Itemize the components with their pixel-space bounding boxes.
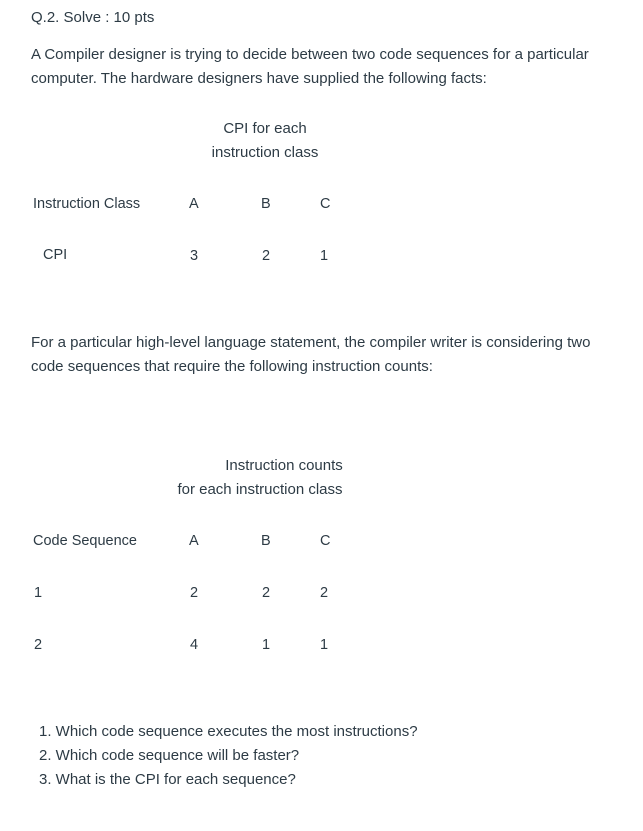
count-header-line-1: Instruction counts bbox=[225, 457, 343, 474]
second-paragraph bbox=[31, 331, 631, 379]
count-class-b: B bbox=[261, 533, 271, 549]
seq-1-label: 1 bbox=[34, 585, 43, 601]
count-class-a: A bbox=[189, 533, 199, 549]
seq-1-value-c: 2 bbox=[320, 585, 329, 601]
cpi-header-line-2: instruction class bbox=[211, 144, 319, 161]
cpi-header-line-1: CPI for each bbox=[223, 120, 307, 137]
intro-paragraph bbox=[31, 43, 631, 91]
cpi-class-a: A bbox=[189, 196, 199, 212]
cpi-value-c: 1 bbox=[320, 248, 329, 264]
question-item-2: 2. Which code sequence will be faster? bbox=[39, 747, 300, 764]
intro-line-2: computer. The hardware designers have supplied the following facts: bbox=[31, 70, 487, 87]
cpi-value-b: 2 bbox=[262, 248, 271, 264]
question-item-3: 3. What is the CPI for each sequence? bbox=[39, 771, 296, 788]
seq-2-value-a: 4 bbox=[190, 637, 199, 653]
cpi-label: CPI bbox=[43, 247, 68, 263]
seq-1-value-a: 2 bbox=[190, 585, 199, 601]
cpi-class-b: B bbox=[261, 196, 271, 212]
question-title: Q.2. Solve : 10 pts bbox=[31, 9, 155, 26]
count-table-header bbox=[160, 454, 360, 502]
seq-2-value-c: 1 bbox=[320, 637, 329, 653]
cpi-table-header bbox=[200, 117, 330, 165]
cpi-row-header: Instruction Class bbox=[33, 196, 141, 212]
seq-1-value-b: 2 bbox=[262, 585, 271, 601]
cpi-value-a: 3 bbox=[190, 248, 199, 264]
count-class-c: C bbox=[320, 533, 331, 549]
seq-2-value-b: 1 bbox=[262, 637, 271, 653]
intro-line-1: A Compiler designer is trying to decide between two code sequences for a particular bbox=[31, 46, 589, 63]
second-line-1: For a particular high-level language statement, the compiler writer is considering two bbox=[31, 334, 591, 351]
cpi-class-c: C bbox=[320, 196, 331, 212]
seq-2-label: 2 bbox=[34, 637, 43, 653]
question-list bbox=[39, 720, 418, 792]
count-header-line-2: for each instruction class bbox=[177, 481, 343, 498]
question-item-1: 1. Which code sequence executes the most instructions? bbox=[39, 723, 418, 740]
second-line-2: code sequences that require the following instruction counts: bbox=[31, 358, 433, 375]
count-row-header: Code Sequence bbox=[33, 533, 137, 549]
